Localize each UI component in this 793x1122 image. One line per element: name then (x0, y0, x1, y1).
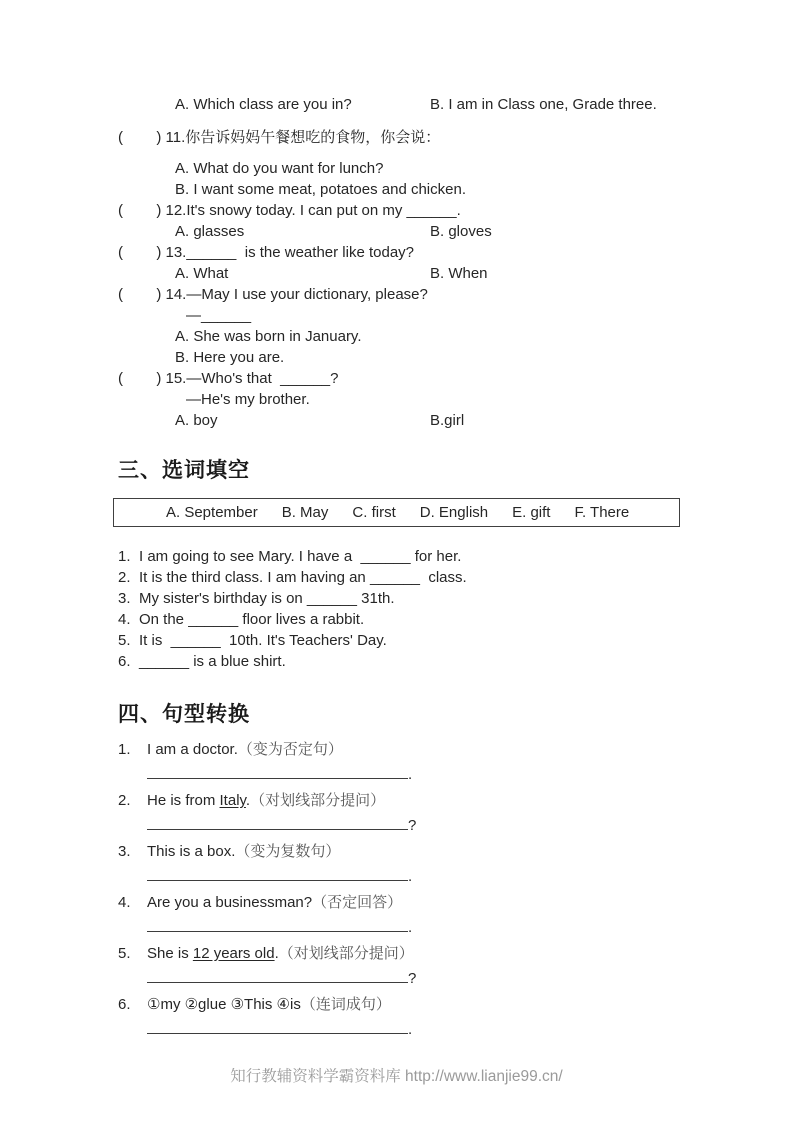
question-15-options (118, 410, 683, 431)
word-bank-item: C. first (352, 504, 396, 521)
section-4-heading: 四、句型转换 (118, 703, 250, 726)
sentence-prefix: This is a box. (147, 843, 236, 860)
item-text: It is the third class. I am having an ______ class. (139, 569, 467, 586)
item-number: 4. (118, 611, 131, 628)
item-text: ______ is a blue shirt. (139, 653, 286, 670)
item-number: 5. (118, 632, 131, 649)
end-punctuation: . (408, 868, 413, 885)
item-sentence (118, 892, 683, 914)
word-bank-box (113, 498, 680, 527)
item-number: 4. (118, 894, 131, 911)
question-12-options (118, 221, 683, 242)
option-b: B. Here you are. (175, 349, 285, 366)
answer-row (147, 967, 683, 987)
item-sentence (118, 739, 683, 761)
item-number: 2. (118, 569, 131, 586)
question-11-options (118, 158, 683, 200)
sentence-prefix: ①my ②glue ③This ④is (147, 996, 301, 1013)
transformation-item (118, 739, 683, 783)
sentence-prefix: Are you a businessman? (147, 894, 313, 911)
option-a: A. What (175, 265, 229, 282)
item-number: 1. (118, 548, 131, 565)
sentence-suffix: . (245, 792, 251, 809)
word-bank-item: B. May (281, 504, 329, 521)
question-12-stem: ( ) 12.It's snowy today. I can put on my ______. (118, 202, 461, 219)
question-13-options (118, 263, 683, 284)
option-b: B. I am in Class one, Grade three. (430, 96, 657, 113)
item-text (147, 892, 402, 914)
fill-in-item (118, 651, 683, 672)
answer-row (147, 865, 683, 885)
transform-hint: （连词成句） (300, 997, 391, 1013)
question-10-options (118, 94, 683, 115)
section-3-heading: 三、选词填空 (118, 459, 250, 482)
answer-blank-line (147, 814, 408, 830)
item-text: On the ______ floor lives a rabbit. (139, 611, 365, 628)
answer-row (147, 763, 683, 783)
answer-blank-line (147, 763, 408, 779)
answer-blank-line (147, 916, 408, 932)
word-bank-item: A. September (166, 504, 258, 521)
worksheet-content (118, 94, 683, 1038)
end-punctuation: . (408, 919, 413, 936)
end-punctuation: . (408, 1021, 413, 1038)
transform-hint: （否定回答） (312, 895, 403, 911)
item-sentence (118, 994, 683, 1016)
item-sentence (118, 790, 683, 812)
item-number: 6. (118, 996, 131, 1013)
footer-watermark: 知行教辅资料学霸资料库 http://www.lianjie99.cn/ (230, 1068, 563, 1085)
question-14-reply-blank: —______ (186, 307, 252, 324)
option-a: A. She was born in January. (175, 328, 362, 345)
question-13-stem: ( ) 13.______ is the weather like today? (118, 244, 415, 261)
end-punctuation: ? (408, 817, 417, 834)
item-text (147, 790, 385, 812)
transformation-item (118, 892, 683, 936)
item-text (147, 739, 343, 761)
transform-hint: （对划线部分提问） (278, 946, 414, 962)
option-b: B. gloves (430, 223, 492, 240)
item-text (147, 994, 391, 1016)
item-sentence (118, 943, 683, 965)
fill-in-item (118, 567, 683, 588)
fill-in-item (118, 588, 683, 609)
item-text (147, 943, 414, 965)
sentence-prefix: He is from (147, 792, 220, 809)
item-number: 3. (118, 843, 131, 860)
sentence-prefix: I am a doctor. (147, 741, 238, 758)
fill-in-items (118, 546, 683, 672)
end-punctuation: . (408, 766, 413, 783)
question-11-stem: ( ) 11.你告诉妈妈午餐想吃的食物，你会说： (118, 129, 441, 146)
fill-in-item (118, 546, 683, 567)
answer-blank-line (147, 967, 408, 983)
end-punctuation: ? (408, 970, 417, 987)
option-a: A. boy (175, 412, 218, 429)
answer-row (147, 814, 683, 834)
question-15-reply: —He's my brother. (186, 391, 310, 408)
underlined-part: Italy (219, 792, 246, 809)
transformation-item (118, 790, 683, 834)
sentence-prefix: She is (147, 945, 193, 962)
item-text: I am going to see Mary. I have a ______ for her. (139, 548, 462, 565)
item-sentence (118, 841, 683, 863)
option-a: A. What do you want for lunch? (175, 160, 384, 177)
fill-in-item (118, 609, 683, 630)
word-bank-item: F. There (574, 504, 630, 521)
item-number: 5. (118, 945, 131, 962)
transformation-item (118, 943, 683, 987)
fill-in-item (118, 630, 683, 651)
option-a: A. glasses (175, 223, 245, 240)
option-b: B. When (430, 265, 488, 282)
item-text: My sister's birthday is on ______ 31th. (139, 590, 395, 607)
item-number: 6. (118, 653, 131, 670)
item-number: 1. (118, 741, 131, 758)
question-14-stem: ( ) 14.—May I use your dictionary, please? (118, 286, 428, 303)
option-b: B.girl (430, 412, 465, 429)
answer-blank-line (147, 865, 408, 881)
word-bank-item: E. gift (512, 504, 551, 521)
transform-hint: （对划线部分提问） (250, 793, 386, 809)
answer-blank-line (147, 1018, 408, 1034)
transform-hint: （变为复数句） (235, 844, 341, 860)
sentence-suffix: . (274, 945, 279, 962)
answer-row (147, 1018, 683, 1038)
item-number: 3. (118, 590, 131, 607)
option-b: B. I want some meat, potatoes and chicken. (175, 181, 466, 198)
item-text: It is ______ 10th. It's Teachers' Day. (139, 632, 387, 649)
transform-hint: （变为否定句） (237, 742, 343, 758)
word-bank-item: D. English (419, 504, 489, 521)
underlined-part: 12 years old (192, 945, 275, 962)
item-number: 2. (118, 792, 131, 809)
transformation-item (118, 841, 683, 885)
option-a: A. Which class are you in? (175, 96, 352, 113)
answer-row (147, 916, 683, 936)
transformation-items (118, 739, 683, 1038)
item-text (147, 841, 340, 863)
transformation-item (118, 994, 683, 1038)
question-15-stem: ( ) 15.—Who's that ______? (118, 370, 339, 387)
